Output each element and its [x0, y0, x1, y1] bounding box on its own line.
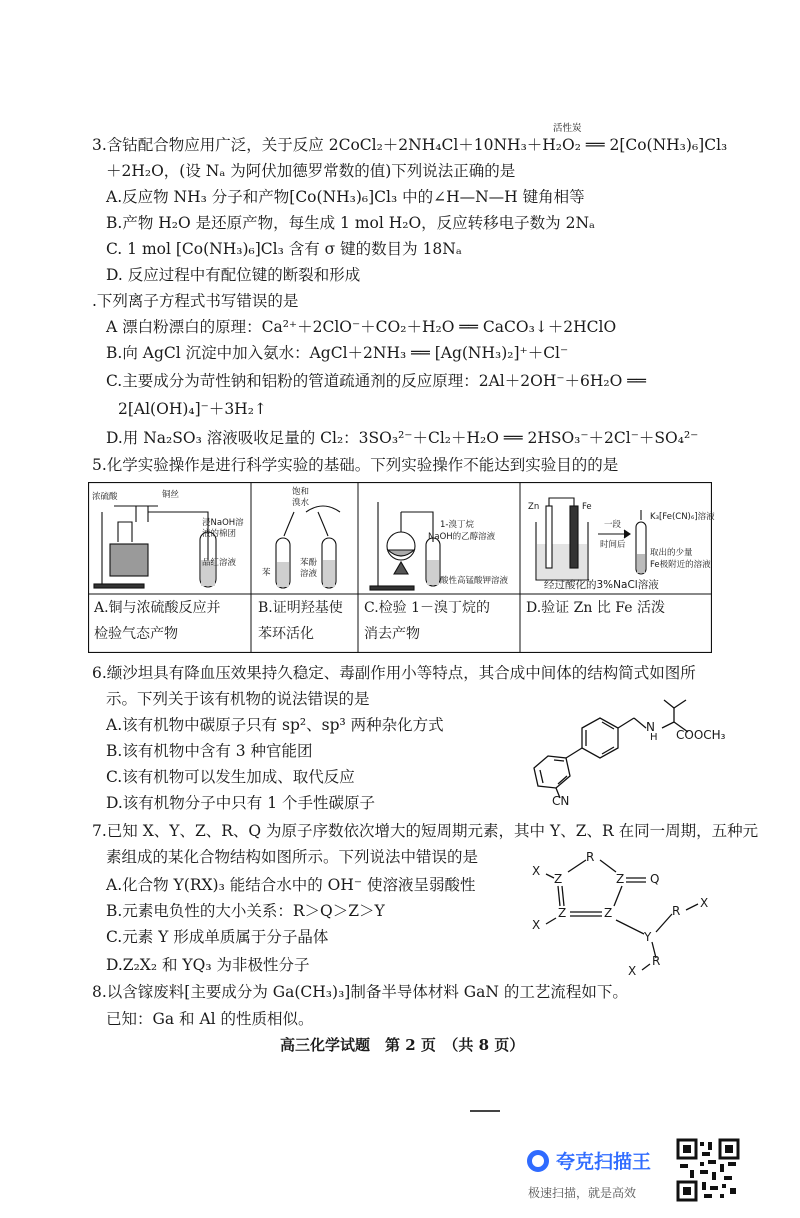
- q5-option-b-line1: B.证明羟基使: [258, 600, 343, 616]
- ring-atom-x-2: X: [532, 918, 541, 932]
- amine-n-label: N: [646, 720, 655, 734]
- q5-stem: 5.化学实验操作是进行科学实验的基础。下列实验操作不能达到实验目的的是: [92, 456, 619, 474]
- q6-option-d: D.该有机物分子中只有 1 个手性碳原子: [106, 794, 376, 812]
- panel-c-label-1: 1-溴丁烷: [440, 520, 474, 530]
- ring-atom-y: Y: [644, 930, 652, 944]
- q3-line2: ＋2H₂O，(设 Nₐ 为阿伏加德罗常数的值)下列说法正确的是: [106, 162, 516, 180]
- q3-option-c: C. 1 mol [Co(NH₃)₆]Cl₃ 含有 σ 键的数目为 18Nₐ: [106, 240, 462, 258]
- ring-atom-x-4: X: [628, 964, 637, 978]
- panel-a-label-5: 品红溶液: [202, 558, 237, 568]
- brand-name: 夸克扫描王: [556, 1151, 652, 1173]
- q4-option-b: B.向 AgCl 沉淀中加入氨水：AgCl＋2NH₃ ══ [Ag(NH₃)₂]⁺＋Cl⁻: [106, 344, 569, 362]
- q7-option-a: A.化合物 Y(RX)₃ 能结合水中的 OH⁻ 使溶液呈弱酸性: [106, 876, 476, 894]
- qr-code-icon: [676, 1138, 740, 1202]
- q4-option-d: D.用 Na₂SO₃ 溶液吸收足量的 Cl₂：3SO₃²⁻＋Cl₂＋H₂O ══ 2HSO₃⁻＋2Cl⁻＋SO₄²⁻: [106, 429, 699, 447]
- amine-h-label: H: [650, 732, 658, 743]
- copper-sulfuric-apparatus: [94, 506, 216, 588]
- panel-c-label-3: 酸性高锰酸钾溶液: [440, 576, 509, 586]
- panel-b-label-3: 苯: [262, 568, 271, 578]
- brand-logo-icon: [527, 1150, 549, 1172]
- valsartan-intermediate-structure: [492, 698, 726, 810]
- panel-c-label-2: NaOH的乙醇溶液: [428, 532, 496, 542]
- q5-option-a-line2: 检验气态产物: [94, 626, 178, 642]
- ring-atom-z-left-bottom: Z: [558, 906, 567, 920]
- panel-a-label-1: 浓硫酸: [92, 492, 118, 502]
- ester-label: COOCH₃: [676, 728, 726, 742]
- panel-d-label-zn: Zn: [528, 502, 540, 512]
- panel-b-label-4: 苯酚: [300, 558, 318, 568]
- panel-a-label-3: 浸NaOH溶: [202, 518, 244, 528]
- q3-line1: 3.含钴配合物应用广泛，关于反应 2CoCl₂＋2NH₄Cl＋10NH₃＋H₂O₂ ══ 2[Co(NH₃)₆]Cl₃: [92, 136, 728, 154]
- footer-divider: [470, 1110, 500, 1112]
- q5-option-a-line1: A.铜与浓硫酸反应并: [94, 600, 221, 616]
- q3-catalyst: 活性炭: [553, 123, 582, 134]
- q6-option-a: A.该有机物中碳原子只有 sp²、sp³ 两种杂化方式: [106, 716, 444, 734]
- ring-atom-x-1: X: [532, 864, 541, 878]
- q4-stem: .下列离子方程式书写错误的是: [92, 292, 299, 310]
- q8-stem: 8.以含镓废料[主要成分为 Ga(CH₃)₃]制备半导体材料 GaN 的工艺流程如下。: [92, 983, 628, 1001]
- q7-stem-line1: 7.已知 X、Y、Z、R、Q 为原子序数依次增大的短周期元素，其中 Y、Z、R 在同一周期，五种元: [92, 822, 759, 840]
- q5-option-b-line2: 苯环活化: [258, 626, 314, 642]
- q8-note: 已知：Ga 和 Al 的性质相似。: [106, 1010, 314, 1028]
- panel-b-label-1: 饱和: [292, 487, 310, 497]
- q4-option-c-line1: C.主要成分为苛性钠和铝粉的管道疏通剂的反应原理：2Al＋2OH⁻＋6H₂O ══: [106, 372, 646, 390]
- ring-atom-z-right-top: Z: [616, 872, 625, 886]
- q4-option-a: A 漂白粉漂白的原理：Ca²⁺＋2ClO⁻＋CO₂＋H₂O ══ CaCO₃↓＋2HClO: [106, 318, 617, 336]
- q6-option-b: B.该有机物中含有 3 种官能团: [106, 742, 313, 760]
- nitrile-label: CN: [552, 794, 570, 808]
- q4-option-c-line2: 2[Al(OH)₄]⁻＋3H₂↑: [118, 400, 267, 418]
- ring-atom-x-3: X: [700, 896, 709, 910]
- q5-option-c-line1: C.检验 1－溴丁烷的: [364, 600, 491, 616]
- panel-b-label-2: 溴水: [292, 498, 310, 508]
- q7-option-b: B.元素电负性的大小关系：R＞Q＞Z＞Y: [106, 902, 385, 920]
- panel-d-label-fe: Fe: [582, 502, 592, 512]
- q3-option-d: D. 反应过程中有配位键的断裂和形成: [106, 266, 361, 284]
- five-membered-ring-structure: [520, 846, 720, 976]
- q5-option-d-line1: D.验证 Zn 比 Fe 活泼: [526, 600, 665, 616]
- q6-stem-line1: 6.缬沙坦具有降血压效果持久稳定、毒副作用小等特点，其合成中间体的结构简式如图所: [92, 664, 696, 682]
- panel-d-label-reagent: K₃[Fe(CN)₆]溶液: [650, 512, 715, 522]
- panel-b-label-5: 溶液: [300, 569, 318, 579]
- panel-a-label-4: 液的棉团: [202, 529, 237, 539]
- bromobutane-apparatus: [370, 502, 440, 590]
- q3-option-a: A.反应物 NH₃ 分子和产物[Co(NH₃)₆]Cl₃ 中的∠H—N—H 键角相等: [106, 188, 585, 206]
- page-footer: 高三化学试题 第 2 页 （共 8 页）: [280, 1036, 525, 1054]
- panel-d-label-sample2: Fe极附近的溶液: [650, 560, 711, 570]
- q3-option-b: B.产物 H₂O 是还原产物，每生成 1 mol H₂O，反应转移电子数为 2Nₐ: [106, 214, 596, 232]
- panel-d-label-solution: 经过酸化的3%NaCl溶液: [544, 579, 659, 591]
- q5-experiment-table: [88, 482, 715, 653]
- q6-option-c: C.该有机物可以发生加成、取代反应: [106, 768, 355, 786]
- ring-atom-z-right-bottom: Z: [604, 906, 613, 920]
- q7-option-d: D.Z₂X₂ 和 YQ₃ 为非极性分子: [106, 956, 310, 974]
- q6-stem-line2: 示。下列关于该有机物的说法错误的是: [106, 690, 370, 708]
- ring-atom-r-top: R: [586, 850, 595, 864]
- q7-option-c: C.元素 Y 形成单质属于分子晶体: [106, 928, 329, 946]
- q7-stem-line2: 素组成的某化合物结构如图所示。下列说法中错误的是: [106, 848, 479, 866]
- ring-atom-r-right: R: [672, 904, 681, 918]
- panel-a-label-2: 铜丝: [162, 490, 180, 500]
- ring-atom-r-bottom: R: [652, 954, 661, 968]
- ring-atom-z-left-top: Z: [554, 872, 563, 886]
- panel-d-label-sample1: 取出的少量: [650, 548, 693, 558]
- q5-option-c-line2: 消去产物: [364, 626, 420, 642]
- ring-atom-q: Q: [650, 872, 660, 886]
- brand-slogan: 极速扫描，就是高效: [528, 1186, 637, 1200]
- panel-d-label-time2: 时间后: [600, 540, 626, 550]
- panel-d-label-time1: 一段: [604, 520, 622, 530]
